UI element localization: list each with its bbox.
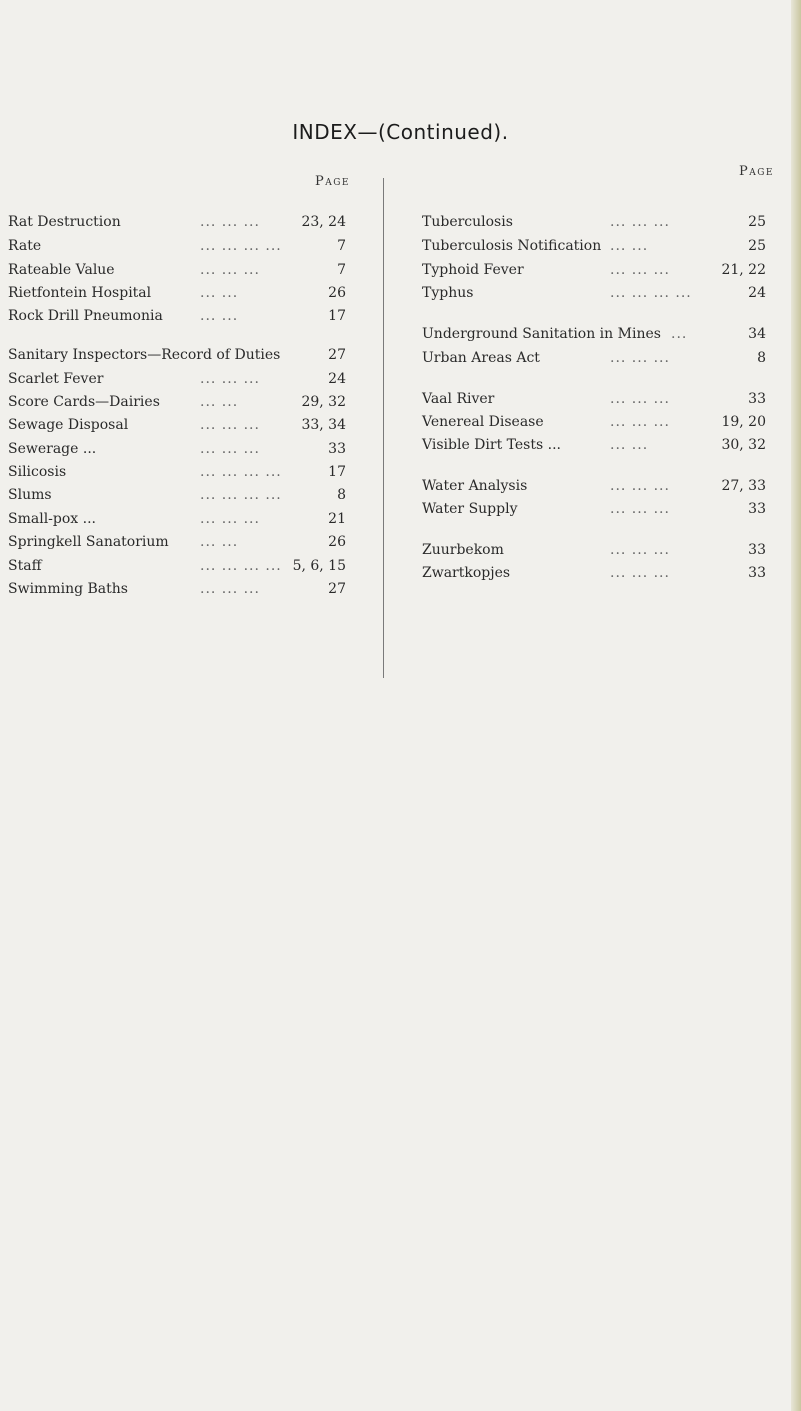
entry-leader-dots: ... ... ...	[610, 501, 670, 517]
entry-label: Zuurbekom	[422, 542, 504, 558]
entry-label: Small-pox ...	[8, 511, 96, 527]
entry-leader-dots: ... ... ...	[610, 350, 670, 366]
entry-leader-dots: ... ... ...	[200, 511, 260, 527]
entry-page-number: 17	[328, 464, 346, 480]
entry-leader-dots: ... ...	[200, 394, 239, 410]
entry-label: Swimming Baths	[8, 581, 128, 597]
entry-label: Zwartkopjes	[422, 565, 511, 581]
entry-label: Urban Areas Act	[422, 350, 540, 366]
entry-label: Typhoid Fever	[422, 262, 524, 278]
entry-page-number: 8	[757, 350, 766, 366]
entry-label: Springkell Sanatorium	[8, 534, 169, 550]
entry-page-number: 24	[328, 371, 346, 387]
entry-label: Water Analysis	[422, 478, 528, 494]
entry-page-number: 21, 22	[721, 262, 766, 278]
entry-page-number: 33, 34	[301, 417, 346, 433]
entry-page-number: 7	[337, 238, 346, 254]
entry-leader-dots: ... ...	[200, 534, 239, 550]
entry-page-number: 23, 24	[301, 214, 346, 230]
entry-leader-dots: ... ... ...	[610, 478, 670, 494]
entry-page-number: 7	[337, 262, 346, 278]
entry-label: Score Cards—Dairies	[8, 394, 160, 410]
entry-page-number: 21	[328, 511, 346, 527]
column-divider	[383, 178, 384, 678]
page-title: INDEX—(Continued).	[292, 120, 509, 144]
entry-label: Underground Sanitation in Mines	[422, 326, 661, 342]
entry-label: Water Supply	[422, 501, 518, 517]
entry-leader-dots: ... ... ...	[610, 214, 670, 230]
entry-label: Tuberculosis Notification	[422, 238, 602, 254]
entry-page-number: 27	[328, 581, 346, 597]
entry-label: Rateable Value	[8, 262, 115, 278]
entry-leader-dots: ... ... ...	[200, 214, 260, 230]
entry-page-number: 25	[748, 214, 766, 230]
entry-label: Scarlet Fever	[8, 371, 104, 387]
entry-label: Tuberculosis	[422, 214, 513, 230]
entry-leader-dots: ... ... ...	[200, 581, 260, 597]
entry-leader-dots: ... ... ... ...	[200, 487, 282, 503]
entry-page-number: 27, 33	[721, 478, 766, 494]
entry-leader-dots: ... ... ...	[610, 262, 670, 278]
entry-leader-dots: ... ... ...	[200, 417, 260, 433]
entry-page-number: 30, 32	[721, 437, 766, 453]
entry-page-number: 24	[748, 285, 766, 301]
entry-page-number: 5, 6, 15	[292, 558, 346, 574]
entry-label: Rock Drill Pneumonia	[8, 308, 163, 324]
entry-leader-dots: ... ... ... ...	[200, 238, 282, 254]
entry-leader-dots: ... ... ... ...	[200, 464, 282, 480]
entry-leader-dots: ... ... ...	[610, 414, 670, 430]
entry-leader-dots: ...	[671, 326, 688, 342]
entry-leader-dots: ... ... ...	[200, 262, 260, 278]
entry-label: Slums	[8, 487, 52, 503]
entry-label: Vaal River	[422, 391, 495, 407]
entry-page-number: 17	[328, 308, 346, 324]
entry-page-number: 25	[748, 238, 766, 254]
entry-label: Rate	[8, 238, 42, 254]
entry-leader-dots: ... ... ...	[200, 441, 260, 457]
entry-page-number: 26	[328, 285, 346, 301]
entry-leader-dots: ... ...	[610, 238, 649, 254]
entry-label: Rietfontein Hospital	[8, 285, 152, 301]
entry-label: Silicosis	[8, 464, 67, 480]
entry-label: Typhus	[422, 285, 474, 301]
entry-label: Sanitary Inspectors—Record of Duties	[8, 347, 281, 363]
entry-leader-dots: ... ... ...	[200, 371, 260, 387]
entry-page-number: 26	[328, 534, 346, 550]
entry-page-number: 29, 32	[301, 394, 346, 410]
entry-page-number: 33	[748, 391, 766, 407]
entry-page-number: 34	[748, 326, 766, 342]
entry-page-number: 8	[337, 487, 346, 503]
entry-leader-dots: ... ... ...	[610, 565, 670, 581]
entry-leader-dots: ... ...	[610, 437, 649, 453]
left-page-column-header: Page	[315, 174, 351, 189]
entry-label: Visible Dirt Tests ...	[422, 437, 561, 453]
entry-leader-dots: ... ... ... ...	[610, 285, 692, 301]
entry-page-number: 19, 20	[721, 414, 766, 430]
entry-label: Staff	[8, 558, 42, 574]
entry-label: Sewage Disposal	[8, 417, 129, 433]
entry-leader-dots: ... ... ...	[610, 542, 670, 558]
entry-page-number: 33	[748, 501, 766, 517]
entry-leader-dots: ... ... ... ...	[200, 558, 282, 574]
entry-page-number: 27	[328, 347, 346, 363]
entry-page-number: 33	[748, 542, 766, 558]
entry-label: Venereal Disease	[422, 414, 544, 430]
entry-leader-dots: ... ...	[200, 285, 239, 301]
entry-page-number: 33	[748, 565, 766, 581]
right-page-column-header: Page	[739, 164, 775, 179]
entry-leader-dots: ... ...	[200, 308, 239, 324]
entry-page-number: 33	[328, 441, 346, 457]
entry-label: Rat Destruction	[8, 214, 121, 230]
entry-leader-dots: ... ... ...	[610, 391, 670, 407]
entry-label: Sewerage ...	[8, 441, 97, 457]
page-edge	[791, 0, 801, 1411]
